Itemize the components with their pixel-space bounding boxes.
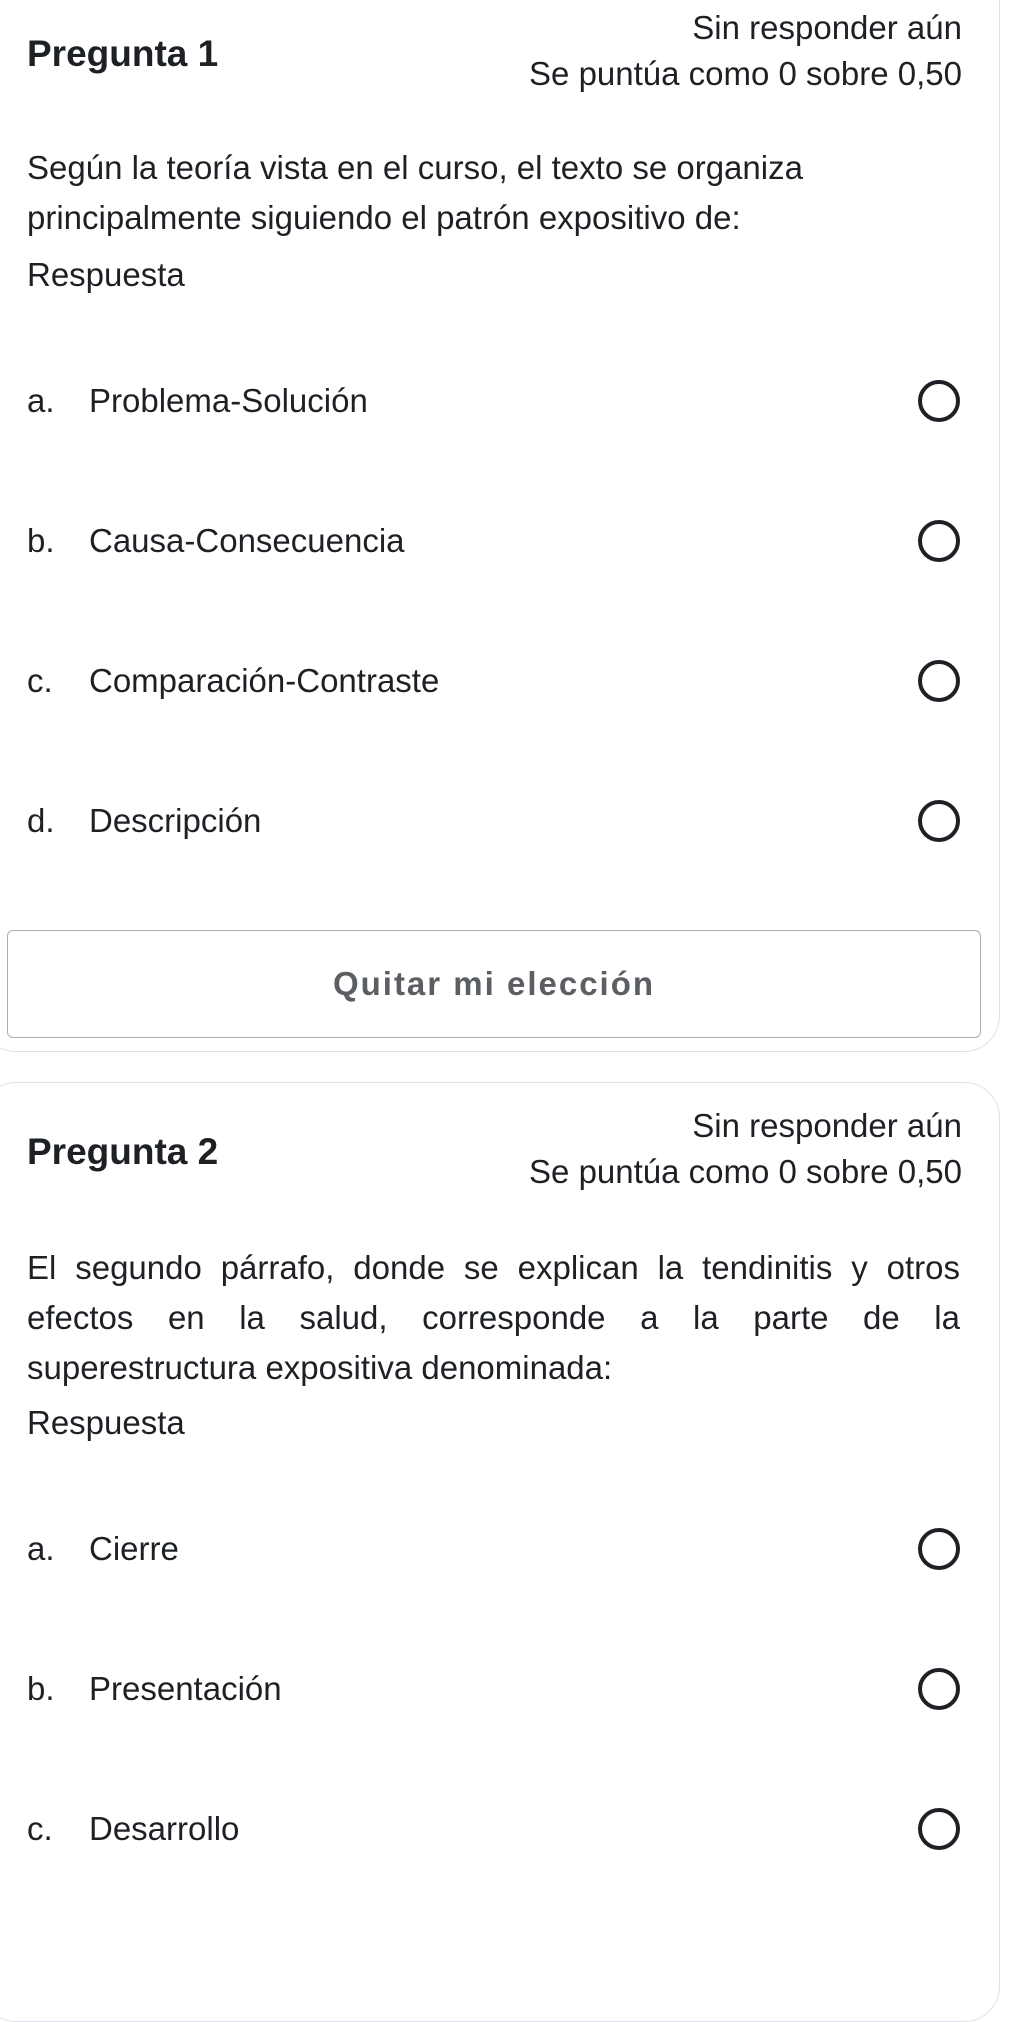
option-letter: b. xyxy=(27,522,55,559)
radio-button[interactable] xyxy=(918,800,960,842)
option-a[interactable] xyxy=(27,366,960,436)
option-letter: c. xyxy=(27,1810,53,1847)
option-letter: b. xyxy=(27,1670,55,1707)
option-text: Problema-Solución xyxy=(89,382,368,419)
option-letter: d. xyxy=(27,802,55,839)
option-text: Presentación xyxy=(89,1670,282,1707)
option-letter: c. xyxy=(27,662,53,699)
option-c[interactable] xyxy=(27,646,960,716)
option-text: Comparación-Contraste xyxy=(89,662,440,699)
option-text: Desarrollo xyxy=(89,1810,240,1847)
option-text: Causa-Consecuencia xyxy=(89,522,405,559)
radio-button[interactable] xyxy=(918,1668,960,1710)
question-title: Pregunta 2 xyxy=(27,1131,219,1172)
option-text: Cierre xyxy=(89,1530,179,1567)
option-letter: a. xyxy=(27,1530,55,1567)
answer-label: Respuesta xyxy=(27,256,185,293)
option-d[interactable] xyxy=(27,786,960,856)
question-state: Sin responder aún xyxy=(692,9,962,46)
option-b[interactable] xyxy=(27,506,960,576)
option-c[interactable] xyxy=(27,1794,960,1864)
answer-label: Respuesta xyxy=(27,1404,185,1441)
radio-button[interactable] xyxy=(918,520,960,562)
radio-button[interactable] xyxy=(918,1528,960,1570)
question-state: Sin responder aún xyxy=(692,1107,962,1144)
option-b[interactable] xyxy=(27,1654,960,1724)
question-title: Pregunta 1 xyxy=(27,33,219,74)
clear-choice-button[interactable]: Quitar mi elección xyxy=(7,930,981,1038)
option-text: Descripción xyxy=(89,802,262,839)
question-grade: Se puntúa como 0 sobre 0,50 xyxy=(529,55,962,92)
option-a[interactable] xyxy=(27,1514,960,1584)
radio-button[interactable] xyxy=(918,660,960,702)
option-letter: a. xyxy=(27,382,55,419)
radio-button[interactable] xyxy=(918,1808,960,1850)
question-text: Según la teoría vista en el curso, el texto se organiza principalmente siguiendo el patrón expositivo de: xyxy=(27,149,803,236)
question-grade: Se puntúa como 0 sobre 0,50 xyxy=(529,1153,962,1190)
radio-button[interactable] xyxy=(918,380,960,422)
question-text: El segundo párrafo, donde se explican la tendinitis y otros efectos en la salud, corresponde a la parte de la superestructura expositiva denominada: xyxy=(27,1249,960,1386)
